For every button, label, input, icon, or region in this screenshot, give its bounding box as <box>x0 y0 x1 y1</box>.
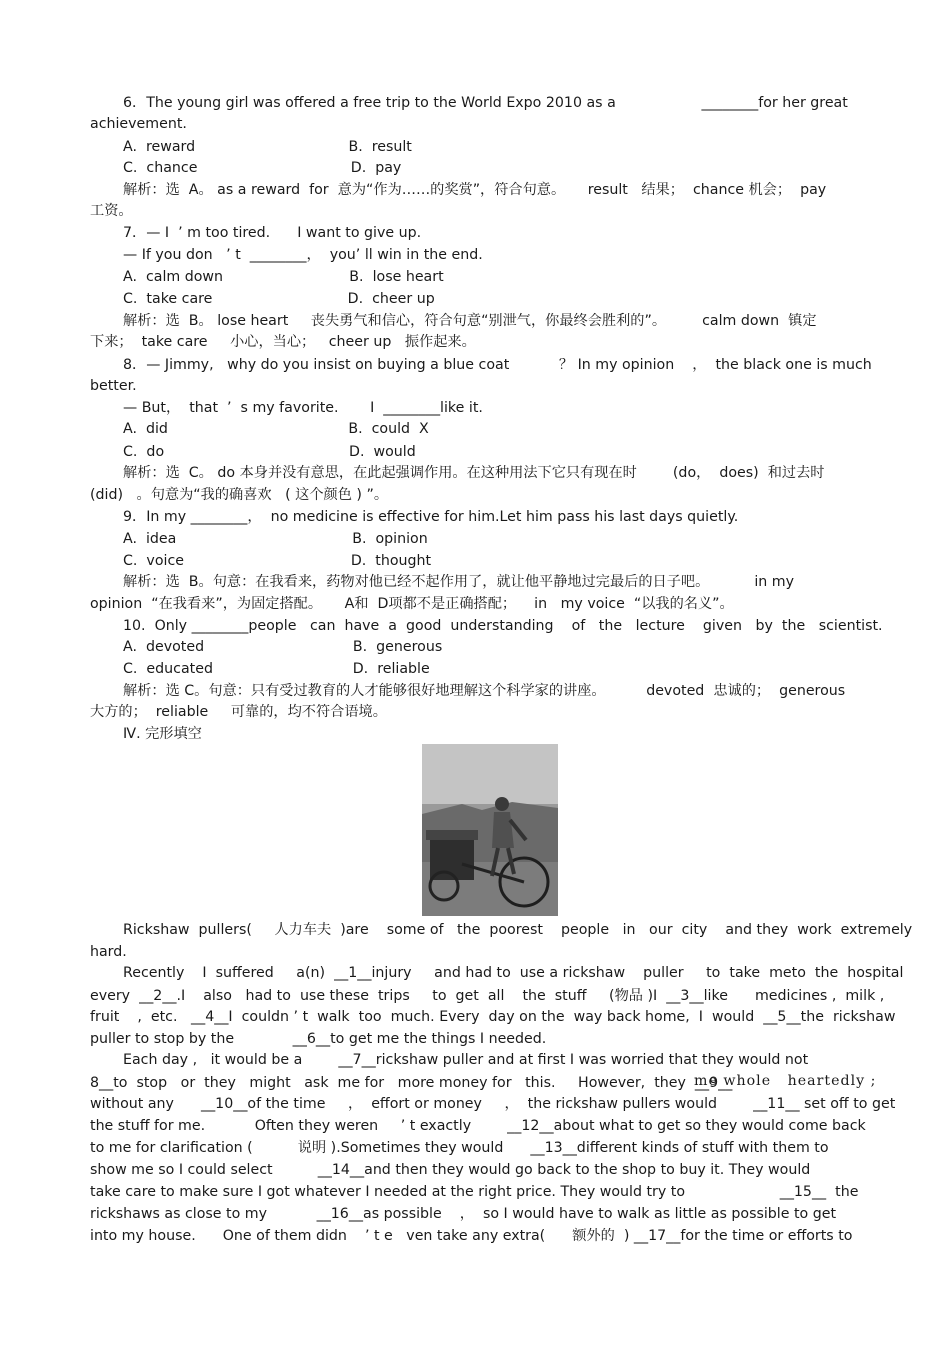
text-line: Each day , it would be a __7__rickshaw puller and at first I was worried that they would not <box>123 1052 809 1068</box>
text-line: 6．The young girl was offered a free trip to the World Expo 2010 as a ________for her great <box>123 95 848 111</box>
handwritten-answer: me whole heartedly ; <box>694 1073 877 1089</box>
text-line: C. do D. would <box>123 444 416 460</box>
rickshaw-photo <box>422 744 558 916</box>
text-line: A. reward B. result <box>123 139 412 155</box>
text-line: 下来； take care 小心，当心； cheer up 振作起来。 <box>90 334 476 350</box>
text-line: A. calm down B. lose heart <box>123 269 444 285</box>
text-line: C. take care D. cheer up <box>123 291 435 307</box>
text-line: 9．In my ________， no medicine is effective for him.Let him pass his last days quietly. <box>123 509 739 525</box>
text-line: — If you don ’ t ________， you’ ll win in the end. <box>123 247 483 263</box>
text-line: show me so I could select __14__and then they would go back to the shop to buy it. They would <box>90 1162 811 1178</box>
text-line: opinion “在我看来”，为固定搭配。 A和 D项都不是正确搭配； in my voice “以我的名义”。 <box>90 596 734 612</box>
text-line: the stuff for me. Often they weren ’ t exactly __12__about what to get so they would come back <box>90 1118 866 1134</box>
text-line: 解析：选 B。句意：在我看来，药物对他已经不起作用了，就让他平静地过完最后的日子吧。 in my <box>123 574 795 590</box>
text-line: puller to stop by the __6__to get me the things I needed. <box>90 1031 547 1047</box>
text-line: without any __10__of the time ， effort or money ， the rickshaw pullers would __11__ set off to get <box>90 1096 896 1112</box>
text-line: A. idea B. opinion <box>123 531 428 547</box>
text-line: 工资。 <box>90 203 133 219</box>
text-line: 解析：选 C。句意：只有受过教育的人才能够很好地理解这个科学家的讲座。 devoted 忠诚的； generous <box>123 683 846 699</box>
text-line: rickshaws as close to my __16__as possible ， so I would have to walk as little as possible to get <box>90 1206 837 1222</box>
text-line: 解析：选 A。 as a reward for 意为“作为……的奖赏”，符合句意。 result 结果； chance 机会； pay <box>123 182 827 198</box>
text-line: hard. <box>90 944 127 960</box>
text-line: — But， that ’ s my favorite. I ________like it. <box>123 400 483 416</box>
text-line: 大方的； reliable 可靠的，均不符合语境。 <box>90 704 387 720</box>
text-line: achievement. <box>90 116 187 132</box>
text-line: 10. Only ________people can have a good understanding of the lecture given by the scientist. <box>123 618 883 634</box>
text-line: Recently I suffered a(n) __1__injury and had to use a rickshaw puller to take meto the hospital <box>123 965 904 981</box>
text-line: every __2__.I also had to use these trips to get all the stuff (物品 )I __3__like medicines , milk , <box>90 988 885 1004</box>
text-line: into my house. One of them didn ’ t e ven take any extra( 额外的 ) __17__for the time or efforts to <box>90 1228 853 1244</box>
text-line: 8__to stop or they might ask me for more money for this. However, they __9__ <box>90 1075 733 1091</box>
text-line: (did) 。句意为“我的确喜欢 ( 这个颜色 ) ”。 <box>90 487 389 503</box>
text-line: Ⅳ. 完形填空 <box>123 726 202 742</box>
text-line: Rickshaw pullers( 人力车夫 )are some of the poorest people in our city and they work extremely <box>123 922 913 938</box>
text-line: C. voice D. thought <box>123 553 432 569</box>
text-line: C. chance D. pay <box>123 160 402 176</box>
text-line: 7．— I ’ m too tired. I want to give up. <box>123 225 422 241</box>
text-line: 解析：选 B。 lose heart 丧失勇气和信心，符合句意“别泄气，你最终会胜利的”。 calm down 镇定 <box>123 313 817 329</box>
text-line: 解析：选 C。 do 本身并没有意思，在此起强调作用。在这种用法下它只有现在时 (do， does) 和过去时 <box>123 465 825 481</box>
text-line: A. devoted B. generous <box>123 639 443 655</box>
text-line: to me for clarification ( 说明 ).Sometimes they would __13__different kinds of stuff with them to <box>90 1140 829 1156</box>
text-line: 8．— Jimmy, why do you insist on buying a blue coat ？ In my opinion ， the black one is much <box>123 357 872 373</box>
text-line: take care to make sure I got whatever I needed at the right price. They would try to __15__ the <box>90 1184 859 1200</box>
text-line: fruit , etc. __4__I couldn ’ t walk too much. Every day on the way back home, I would __5__the rickshaw <box>90 1009 896 1025</box>
text-line: C. educated D. reliable <box>123 661 430 677</box>
text-line: better. <box>90 378 137 394</box>
text-line: A. did B. could X <box>123 421 429 437</box>
